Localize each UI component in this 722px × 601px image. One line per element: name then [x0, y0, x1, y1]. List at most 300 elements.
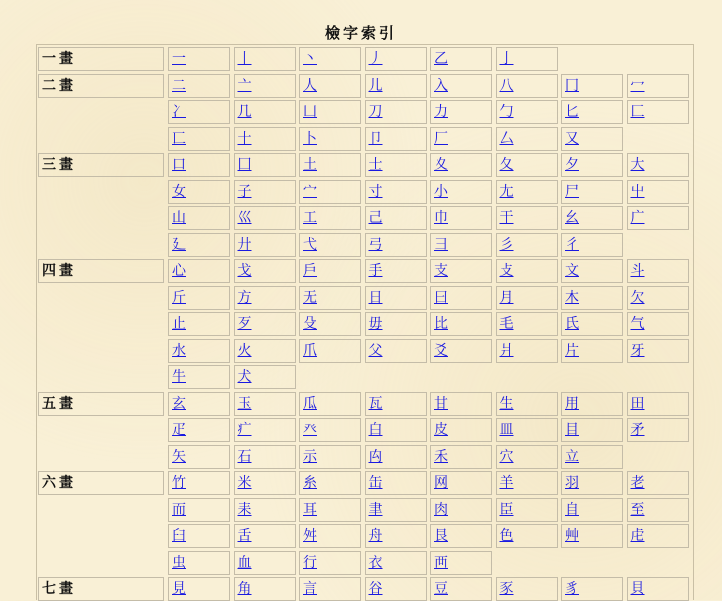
radical-cell — [627, 206, 689, 230]
radical-link[interactable]: 入 — [434, 77, 448, 94]
radical-cell — [627, 180, 689, 204]
radical-link[interactable]: 彐 — [434, 236, 448, 253]
radical-cell — [430, 577, 492, 601]
radical-cell — [234, 471, 296, 495]
radical-cell — [168, 259, 230, 283]
radical-link[interactable]: 皮 — [434, 422, 448, 438]
radical-cell — [561, 445, 623, 469]
radical-cell — [561, 392, 623, 416]
radical-cell — [496, 206, 558, 230]
radical-link[interactable]: 示 — [303, 448, 317, 465]
radical-cell — [561, 339, 623, 363]
radical-link[interactable]: 支 — [434, 263, 448, 279]
radical-link[interactable]: 女 — [172, 183, 186, 200]
radical-cell — [496, 74, 558, 98]
radical-cell — [430, 445, 492, 469]
radical-cell — [299, 445, 361, 469]
radical-link[interactable]: 尸 — [565, 183, 579, 200]
radical-link[interactable]: 手 — [368, 263, 383, 279]
radical-cell — [234, 74, 296, 98]
radical-cell — [234, 339, 296, 363]
radical-link[interactable]: 舟 — [368, 528, 383, 544]
radical-cell — [430, 206, 492, 230]
radical-cell — [365, 392, 427, 416]
radical-link[interactable]: 冖 — [630, 77, 645, 94]
radical-link[interactable]: 又 — [565, 130, 579, 147]
radical-cell — [168, 418, 230, 442]
radical-cell — [234, 153, 296, 177]
radical-cell — [430, 551, 492, 575]
radical-cell — [299, 47, 361, 71]
radical-cell — [627, 577, 689, 601]
radical-link[interactable]: 矢 — [172, 448, 186, 465]
radical-link[interactable]: 小 — [434, 183, 448, 200]
radical-cell — [430, 259, 492, 283]
radical-link[interactable]: 癶 — [303, 422, 317, 438]
radical-link[interactable]: 匚 — [630, 104, 645, 120]
radical-link[interactable]: 冫 — [172, 104, 186, 120]
radical-link[interactable]: 厶 — [499, 130, 514, 147]
radical-link[interactable]: 米 — [237, 475, 252, 491]
radical-link[interactable]: 臼 — [172, 528, 186, 544]
radical-cell — [496, 100, 558, 124]
radical-link[interactable]: 攴 — [499, 263, 514, 279]
radical-link[interactable]: 士 — [368, 157, 383, 173]
radical-cell — [168, 365, 230, 389]
radical-link[interactable]: 彡 — [499, 236, 514, 253]
radical-cell — [168, 153, 230, 177]
radical-link[interactable]: 丿 — [368, 51, 383, 67]
radical-link[interactable]: 疋 — [172, 422, 186, 438]
radical-cell — [430, 312, 492, 336]
radical-link[interactable]: 木 — [565, 289, 579, 306]
radical-link[interactable]: 巾 — [434, 210, 448, 226]
radical-cell — [496, 471, 558, 495]
radical-cell — [299, 577, 361, 601]
radical-link[interactable]: 禸 — [368, 448, 383, 465]
radical-link[interactable]: 丨 — [237, 51, 252, 67]
radical-cell — [561, 524, 623, 548]
stroke-count-header: 五畫 — [38, 392, 164, 416]
radical-cell — [627, 339, 689, 363]
radical-cell — [168, 74, 230, 98]
radical-link[interactable]: 土 — [303, 157, 317, 173]
radical-link[interactable]: 无 — [303, 289, 317, 306]
radical-cell — [365, 206, 427, 230]
radical-link[interactable]: 工 — [303, 210, 317, 226]
radical-cell — [496, 445, 558, 469]
radical-link[interactable]: 艸 — [565, 528, 579, 544]
radical-link[interactable]: 斗 — [630, 263, 645, 279]
radical-link[interactable]: 豸 — [565, 581, 579, 597]
radical-link[interactable]: 夕 — [565, 157, 579, 173]
radical-link[interactable]: 囗 — [237, 157, 252, 173]
radical-cell — [561, 206, 623, 230]
radical-link[interactable]: 片 — [565, 342, 579, 359]
radical-cell — [430, 392, 492, 416]
radical-cell — [496, 524, 558, 548]
radical-link[interactable]: 毛 — [499, 316, 514, 332]
radical-cell — [365, 74, 427, 98]
radical-cell — [365, 498, 427, 522]
radical-link[interactable]: 自 — [565, 501, 579, 518]
radical-cell — [168, 551, 230, 575]
radical-cell — [430, 100, 492, 124]
radical-cell — [627, 471, 689, 495]
radical-link[interactable]: 襾 — [434, 554, 448, 571]
radical-link[interactable]: 父 — [368, 342, 383, 359]
radical-cell — [365, 100, 427, 124]
radical-link[interactable]: 歹 — [237, 316, 252, 332]
radical-cell — [627, 100, 689, 124]
radical-link[interactable]: 凵 — [303, 104, 317, 120]
radical-cell — [234, 365, 296, 389]
radical-cell — [561, 153, 623, 177]
radical-link[interactable]: 一 — [172, 51, 186, 67]
radical-cell — [365, 259, 427, 283]
radical-link[interactable]: 山 — [172, 210, 186, 226]
radical-link[interactable]: 貝 — [630, 581, 645, 597]
radical-link[interactable]: 夂 — [499, 157, 514, 173]
radical-cell — [627, 418, 689, 442]
radical-link[interactable]: 生 — [499, 395, 514, 412]
radical-link[interactable]: 子 — [237, 183, 252, 200]
radical-link[interactable]: 玄 — [172, 395, 186, 412]
radical-link[interactable]: 十 — [237, 130, 252, 147]
radical-link[interactable]: 衣 — [368, 554, 383, 571]
page-title: 檢字索引 — [324, 24, 397, 42]
radical-link[interactable]: 戶 — [303, 263, 317, 279]
radical-cell — [234, 577, 296, 601]
radical-cell — [234, 286, 296, 310]
radical-link[interactable]: 毋 — [368, 316, 383, 332]
radical-cell — [234, 47, 296, 71]
radical-link[interactable]: 耒 — [237, 501, 252, 518]
radical-link[interactable]: 力 — [434, 104, 448, 120]
radical-link[interactable]: 方 — [237, 289, 252, 306]
radical-link[interactable]: 厂 — [434, 130, 448, 147]
radical-link[interactable]: 玉 — [237, 395, 252, 412]
radical-cell — [299, 259, 361, 283]
radical-link[interactable]: 比 — [434, 316, 448, 332]
radical-link[interactable]: 二 — [172, 77, 186, 94]
radical-cell — [561, 498, 623, 522]
radical-link[interactable]: 己 — [368, 210, 383, 226]
radical-link[interactable]: 虍 — [630, 528, 645, 544]
radical-link[interactable]: 彳 — [565, 236, 579, 253]
radical-cell — [430, 233, 492, 257]
radical-cell — [365, 471, 427, 495]
radical-cell — [168, 339, 230, 363]
radical-link[interactable]: 谷 — [368, 581, 383, 597]
radical-cell — [299, 524, 361, 548]
radical-link[interactable]: 至 — [630, 501, 645, 518]
radical-cell — [561, 74, 623, 98]
radical-link[interactable]: 豆 — [434, 581, 448, 597]
radical-link[interactable]: 匸 — [172, 130, 186, 147]
radical-cell — [168, 312, 230, 336]
radical-cell — [365, 153, 427, 177]
radical-cell — [430, 524, 492, 548]
radical-link[interactable]: 犬 — [237, 369, 252, 385]
radical-link[interactable]: 斤 — [172, 289, 186, 306]
radical-cell — [365, 312, 427, 336]
radical-cell — [168, 47, 230, 71]
radical-link[interactable]: 亅 — [499, 51, 514, 67]
radical-link[interactable]: 丶 — [303, 51, 317, 67]
radical-link[interactable]: 臣 — [499, 501, 514, 518]
radical-cell — [561, 471, 623, 495]
radical-link[interactable]: 欠 — [630, 289, 645, 306]
radical-link[interactable]: 廴 — [172, 236, 186, 253]
radical-link[interactable]: 卩 — [368, 130, 383, 147]
radical-cell — [627, 524, 689, 548]
radical-link[interactable]: 艮 — [434, 528, 448, 544]
radical-cell — [299, 180, 361, 204]
stroke-count-header: 三畫 — [38, 153, 164, 177]
radical-link[interactable]: 瓜 — [303, 395, 317, 412]
radical-link[interactable]: 疒 — [237, 422, 252, 438]
radical-link[interactable]: 而 — [172, 501, 186, 518]
radical-cell — [496, 233, 558, 257]
radical-cell — [168, 577, 230, 601]
radical-cell — [365, 339, 427, 363]
radical-cell — [365, 180, 427, 204]
radical-cell — [561, 127, 623, 151]
radical-link[interactable]: 虫 — [172, 554, 186, 571]
radical-cell — [234, 100, 296, 124]
radical-cell — [496, 127, 558, 151]
radical-link[interactable]: 匕 — [565, 104, 579, 120]
radical-cell — [168, 524, 230, 548]
radical-link[interactable]: 心 — [172, 263, 186, 279]
radical-link[interactable]: 屮 — [630, 183, 645, 200]
radical-cell — [168, 127, 230, 151]
radical-link[interactable]: 亠 — [237, 77, 252, 94]
radical-link[interactable]: 色 — [499, 528, 514, 544]
radical-link[interactable]: 行 — [303, 554, 317, 571]
radical-link[interactable]: 羽 — [565, 475, 579, 491]
radical-cell — [365, 418, 427, 442]
radical-cell — [299, 286, 361, 310]
radical-cell — [627, 498, 689, 522]
radical-cell — [365, 524, 427, 548]
stroke-count-header: 七畫 — [38, 577, 164, 601]
radical-link[interactable]: 人 — [303, 77, 317, 94]
radical-link[interactable]: 日 — [368, 289, 383, 306]
radical-cell — [234, 206, 296, 230]
radical-link[interactable]: 刀 — [368, 104, 383, 120]
radical-link[interactable]: 宀 — [303, 183, 317, 200]
radical-link[interactable]: 夊 — [434, 157, 448, 173]
radical-link[interactable]: 爿 — [499, 342, 514, 359]
radical-cell — [430, 339, 492, 363]
radical-link[interactable]: 矛 — [630, 422, 645, 438]
radical-link[interactable]: 皿 — [499, 422, 514, 438]
radical-link[interactable]: 血 — [237, 554, 252, 571]
radical-link[interactable]: 水 — [172, 342, 186, 359]
radical-link[interactable]: 甘 — [434, 395, 448, 412]
radical-link[interactable]: 几 — [237, 104, 252, 120]
radical-link[interactable]: 目 — [565, 422, 579, 438]
stroke-count-header: 四畫 — [38, 259, 164, 283]
radical-cell — [496, 180, 558, 204]
radical-link[interactable]: 穴 — [499, 448, 514, 465]
radical-cell — [496, 498, 558, 522]
radical-cell — [168, 100, 230, 124]
radical-cell — [627, 286, 689, 310]
radical-link[interactable]: 口 — [172, 157, 186, 173]
radical-link[interactable]: 舌 — [237, 528, 252, 544]
radical-cell — [430, 180, 492, 204]
radical-cell — [430, 286, 492, 310]
radical-cell — [496, 47, 558, 71]
radical-link[interactable]: 巛 — [237, 210, 252, 226]
radical-link[interactable]: 角 — [237, 581, 252, 597]
radical-link[interactable]: 广 — [630, 210, 645, 226]
radical-link[interactable]: 田 — [630, 395, 645, 412]
radical-link[interactable]: 聿 — [368, 501, 383, 518]
radical-link[interactable]: 八 — [499, 77, 514, 94]
radical-cell — [299, 339, 361, 363]
radical-cell — [299, 392, 361, 416]
radical-cell — [234, 551, 296, 575]
radical-link[interactable]: 老 — [630, 475, 645, 491]
radical-cell — [627, 392, 689, 416]
radical-cell — [627, 312, 689, 336]
radical-cell — [168, 498, 230, 522]
stroke-count-header: 一畫 — [38, 47, 164, 71]
radical-cell — [561, 259, 623, 283]
radical-link[interactable]: 爻 — [434, 342, 448, 359]
radical-cell — [234, 498, 296, 522]
radical-link[interactable]: 耳 — [303, 501, 317, 518]
radical-link[interactable]: 竹 — [172, 475, 186, 491]
radical-cell — [561, 577, 623, 601]
radical-cell — [496, 259, 558, 283]
radical-link[interactable]: 缶 — [368, 475, 383, 491]
radical-cell — [496, 392, 558, 416]
radical-link[interactable]: 勹 — [499, 104, 514, 120]
radical-link[interactable]: 肉 — [434, 501, 448, 518]
radical-link[interactable]: 乙 — [434, 51, 448, 67]
radical-link[interactable]: 牛 — [172, 369, 186, 385]
radical-link[interactable]: 月 — [499, 289, 514, 306]
radical-cell — [234, 180, 296, 204]
radical-cell — [299, 312, 361, 336]
radical-cell — [234, 233, 296, 257]
radical-cell — [299, 233, 361, 257]
radical-link[interactable]: 白 — [368, 422, 383, 438]
radical-link[interactable]: 戈 — [237, 263, 252, 279]
radical-link[interactable]: 牙 — [630, 342, 645, 359]
radical-cell — [627, 259, 689, 283]
radical-link[interactable]: 卜 — [303, 130, 317, 147]
radical-link[interactable]: 干 — [499, 210, 514, 226]
radical-cell — [234, 392, 296, 416]
radical-cell — [234, 312, 296, 336]
radical-cell — [299, 471, 361, 495]
radical-cell — [299, 74, 361, 98]
radical-cell — [561, 312, 623, 336]
radical-cell — [299, 551, 361, 575]
radical-cell — [430, 153, 492, 177]
radical-cell — [496, 153, 558, 177]
radical-link[interactable]: 豕 — [499, 581, 514, 597]
radical-cell — [365, 577, 427, 601]
radical-link[interactable]: 糸 — [303, 475, 317, 491]
radical-cell — [234, 127, 296, 151]
radical-link[interactable]: 廾 — [237, 236, 252, 253]
radical-cell — [496, 312, 558, 336]
radical-link[interactable]: 石 — [237, 448, 252, 465]
radical-link[interactable]: 羊 — [499, 475, 514, 491]
radical-cell — [168, 180, 230, 204]
radical-link[interactable]: 用 — [565, 395, 579, 412]
radical-link[interactable]: 火 — [237, 342, 252, 359]
radical-link[interactable]: 曰 — [434, 289, 448, 306]
radical-link[interactable]: 舛 — [303, 528, 317, 544]
radical-cell — [234, 524, 296, 548]
radical-cell — [365, 233, 427, 257]
radical-link[interactable]: 幺 — [565, 210, 579, 226]
radical-link[interactable]: 文 — [565, 263, 579, 279]
radical-cell — [496, 418, 558, 442]
radical-cell — [365, 551, 427, 575]
radical-link[interactable]: 止 — [172, 316, 186, 332]
radical-cell — [561, 233, 623, 257]
radical-cell — [430, 498, 492, 522]
radical-link[interactable]: 殳 — [303, 316, 317, 332]
radical-cell — [299, 153, 361, 177]
radical-cell — [234, 259, 296, 283]
radical-cell — [168, 206, 230, 230]
radical-cell — [299, 206, 361, 230]
radical-link[interactable]: 冂 — [565, 77, 579, 94]
radical-cell — [365, 286, 427, 310]
radical-link[interactable]: 网 — [434, 475, 448, 491]
radical-link[interactable]: 大 — [630, 157, 645, 173]
radical-cell — [496, 286, 558, 310]
radical-cell — [168, 392, 230, 416]
radical-link[interactable]: 言 — [303, 581, 317, 597]
stroke-count-header: 六畫 — [38, 471, 164, 495]
radical-link[interactable]: 气 — [630, 316, 645, 332]
radical-link[interactable]: 瓦 — [368, 395, 383, 412]
radical-cell — [430, 418, 492, 442]
radical-cell — [561, 100, 623, 124]
radical-cell — [561, 180, 623, 204]
stroke-count-header: 二畫 — [38, 74, 164, 98]
radical-cell — [299, 127, 361, 151]
radical-link[interactable]: 弋 — [303, 236, 317, 253]
radical-cell — [365, 47, 427, 71]
radical-link[interactable]: 氏 — [565, 316, 579, 332]
radical-link[interactable]: 寸 — [368, 183, 383, 200]
radical-link[interactable]: 尢 — [499, 183, 514, 200]
radical-link[interactable]: 立 — [565, 448, 579, 465]
radical-link[interactable]: 禾 — [434, 448, 448, 465]
radical-link[interactable]: 儿 — [368, 77, 383, 94]
radical-link[interactable]: 爪 — [303, 342, 317, 359]
radical-cell — [430, 74, 492, 98]
radical-cell — [234, 445, 296, 469]
radical-link[interactable]: 弓 — [368, 236, 383, 253]
radical-cell — [561, 418, 623, 442]
radical-link[interactable]: 見 — [172, 581, 186, 597]
radical-cell — [627, 74, 689, 98]
radical-cell — [299, 498, 361, 522]
